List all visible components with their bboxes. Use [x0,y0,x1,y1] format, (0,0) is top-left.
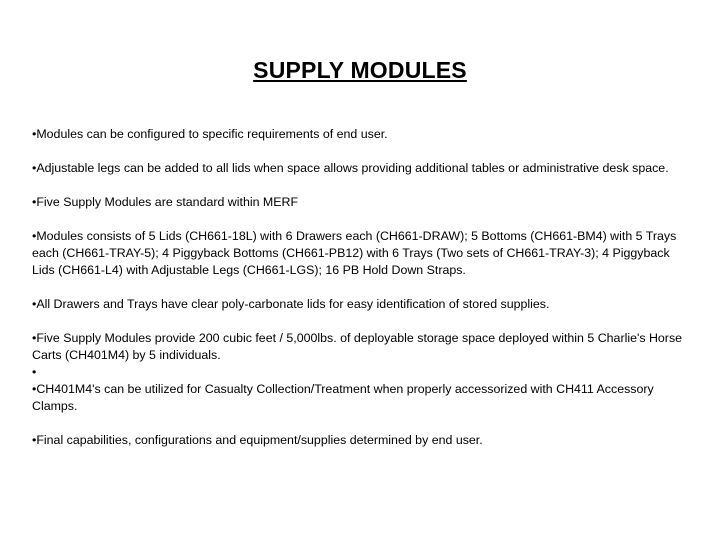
bullet-text: Five Supply Modules are standard within MERF [36,195,299,209]
bullet-text: Modules can be configured to specific requirements of end user. [36,127,388,141]
bullet-glyph: • [32,382,37,396]
bullet-glyph: • [32,127,37,141]
bullet-text: Five Supply Modules provide 200 cubic feet / 5,000lbs. of deployable storage space deployed within 5 Charlie's Horse Carts (CH401M4) by 5 individuals. [32,331,683,362]
slide-title: SUPPLY MODULES [253,57,467,83]
bullet-text: Adjustable legs can be added to all lids when space allows providing additional tables or administrative desk space. [36,161,669,175]
bullet-item-standard-modules [32,194,694,211]
bullet-text: All Drawers and Trays have clear poly-carbonate lids for easy identification of stored supplies. [36,297,550,311]
bullet-text: CH401M4's can be utilized for Casualty Collection/Treatment when properly accessorized with CH411 Accessory Clamps. [32,382,654,413]
bullet-item-empty [32,364,694,381]
bullet-item-casualty-collection [32,381,694,415]
bullet-glyph: • [32,229,37,243]
bullet-glyph: • [32,365,37,379]
bullet-item-final-capabilities [32,432,694,449]
bullet-item-storage-capacity [32,330,694,364]
bullet-glyph: • [32,161,37,175]
bullet-item-configuration [32,126,694,143]
bullet-item-module-contents [32,228,694,279]
bullet-list [32,126,694,466]
bullet-glyph: • [32,331,37,345]
bullet-glyph: • [32,433,37,447]
bullet-glyph: • [32,297,37,311]
bullet-item-adjustable-legs [32,160,694,177]
bullet-glyph: • [32,195,37,209]
bullet-text: Modules consists of 5 Lids (CH661-18L) with 6 Drawers each (CH661-DRAW); 5 Bottoms (CH661-BM4) with 5 Trays each (CH661-TRAY-5); 4 Piggyback Bottoms (CH661-PB12) with 6 Trays (Two sets of CH661-TRAY-3); 4 Piggyback Lids (CH661-L4) with Adjustable Legs (CH661-LGS); 16 PB Hold Down Straps. [32,229,677,277]
bullet-item-poly-carbonate-lids [32,296,694,313]
bullet-text: Final capabilities, configurations and equipment/supplies determined by end user. [36,433,483,447]
